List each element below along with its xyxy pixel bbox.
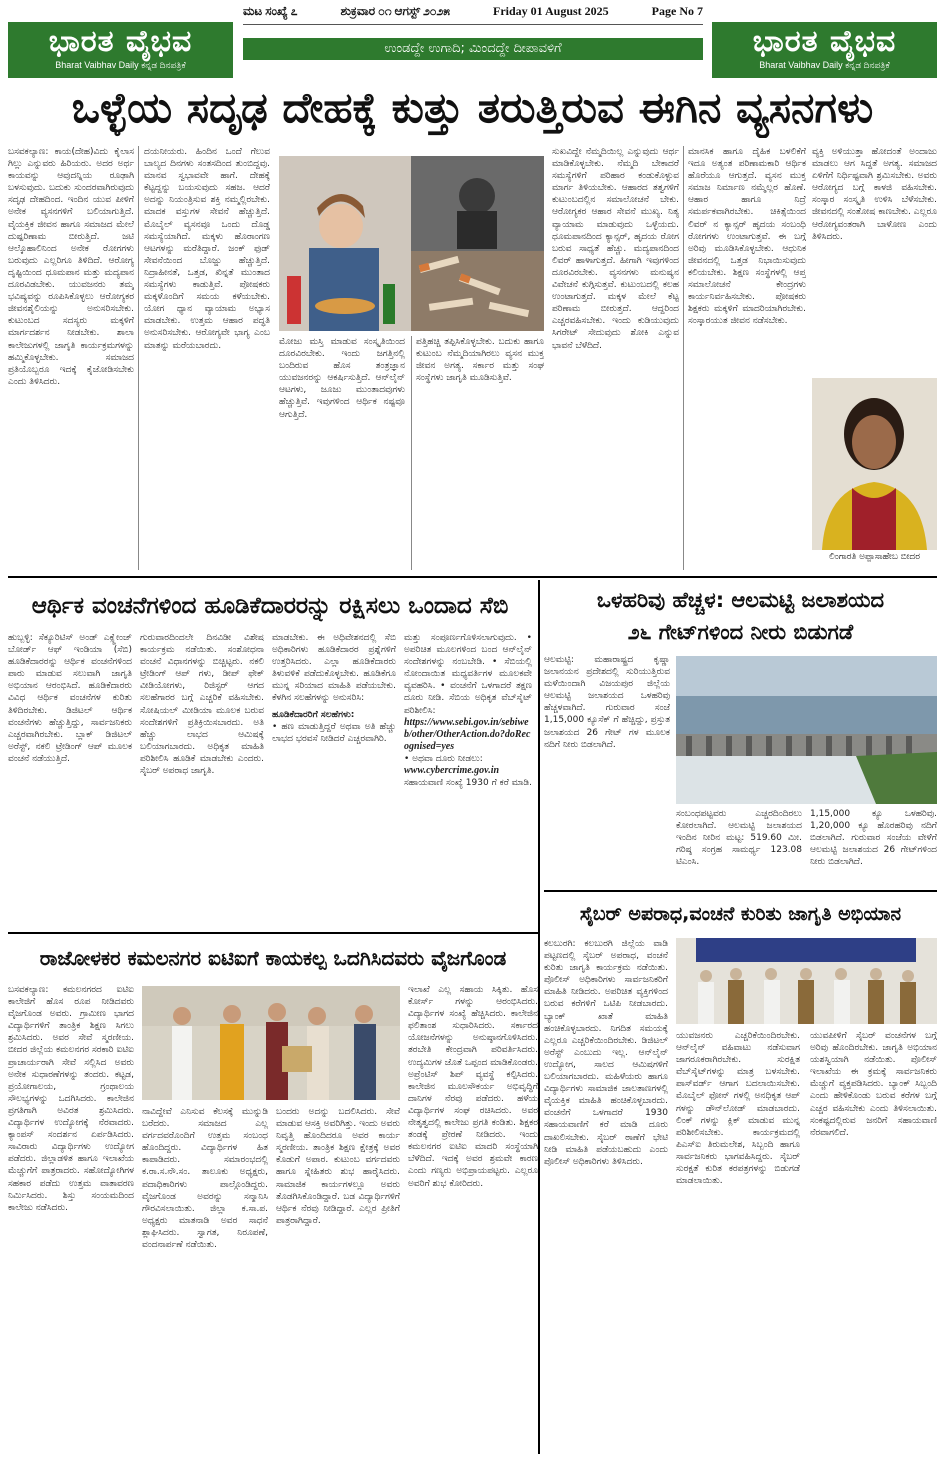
author-portrait-art (812, 378, 937, 550)
sebi-url-link[interactable]: https://www.sebi.gov.in/sebiweb/other/OtherAction.do?doRecognised=yes (404, 716, 531, 752)
motto-banner: ಉಂಡದ್ದೇ ಉಗಾದಿ; ಮಿಂದದ್ದೇ ದೀಪಾವಳಿಗೆ (243, 38, 703, 60)
logo-title: ಭಾರತ ವೈಭವ (48, 24, 193, 59)
sebi-column-4-text-c: ಸಹಾಯವಾಣಿ ಸಂಖ್ಯೆ 1930 ಗೆ ಕರೆ ಮಾಡಿ. (404, 778, 532, 789)
logo-subtitle: Bharat Vaibhav Daily (759, 60, 843, 70)
section-vertical-rule (538, 580, 540, 932)
cyber-headline: ಸೈಬರ್ ಅಪರಾಧ,ವಂಚನೆ ಕುರಿತು ಜಾಗೃತಿ ಅಭಿಯಾನ (579, 903, 902, 925)
dateline (243, 4, 703, 24)
rajoli-column-1: ಬಸವಕಲ್ಯಾಣ: ಕಮಲನಗರದ ಐಟಿಐ ಕಾಲೇಜಿಗೆ ಹೊಸ ರೂಪ ನೀಡಿದವರು ವೈಜಗೊಂಡ ಅವರು. ಗ್ರಾಮೀಣ ಭಾಗದ ವಿದ್ಯಾರ್ಥಿಗಳಿಗೆ ತಾಂತ್ರಿಕ ಶಿಕ್ಷಣ ಸಿಗಲು ಶ್ರಮಿಸಿದರು. ಅವರ ಸೇವೆ ಸ್ಮರಣೀಯ. ಬೀದರ ಜಿಲ್ಲೆಯ ಕಮಲನಗರ ಸರಕಾರಿ ಐಟಿಐ ಪ್ರಾಚಾರ್ಯರಾಗಿ ಸೇವೆ ಸಲ್ಲಿಸಿದ ಅವರು ಅನೇಕ ಸುಧಾರಣೆಗಳನ್ನು ತಂದರು. ಕಟ್ಟಡ, ಪ್ರಯೋಗಾಲಯ, ಗ್ರಂಥಾಲಯ ಸೌಲಭ್ಯಗಳನ್ನು ಒದಗಿಸಿದರು. ಕಾಲೇಜಿನ ಪ್ರಗತಿಗಾಗಿ ಅವಿರತ ಶ್ರಮಿಸಿದರು. ವಿದ್ಯಾರ್ಥಿಗಳ ಉದ್ಯೋಗಕ್ಕೆ ನೆರವಾದರು. ಕ್ಯಾಂಪಸ್ ಸಂದರ್ಶನ ಏರ್ಪಡಿಸಿದರು. ಸಾವಿರಾರು ವಿದ್ಯಾರ್ಥಿಗಳು ಉದ್ಯೋಗ ಪಡೆದರು. ಜಿಲ್ಲಾಡಳಿತ ಹಾಗೂ ಇಲಾಖೆಯ ಮೆಚ್ಚುಗೆಗೆ ಪಾತ್ರರಾದರು. ಸಹೋದ್ಯೋಗಿಗಳ ಸಹಕಾರ ಪಡೆದು ಉತ್ತಮ ವಾತಾವರಣ ನಿರ್ಮಿಸಿದರು. ಶಿಸ್ತು ಸಂಯಮದಿಂದ ಕಾಲೇಜು ನಡೆಸಿದರು. (8, 985, 134, 1213)
sebi-tips-title: ಹೂಡಿಕೆದಾರರಿಗೆ ಸಲಹೆಗಳು: (272, 709, 355, 720)
cybercrime-url-link[interactable]: www.cybercrime.gov.in (404, 765, 500, 777)
dam-column-3: 1,15,000 ಕ್ಯೂ ಒಳಹರಿವು. 1,20,000 ಕ್ಯೂ ಹೊರಹರಿವು ನದಿಗೆ ಬಿಡಲಾಗಿದೆ. ಗುರುವಾರ ಸಂಜೆಯ ವೇಳೆಗೆ ಆಲಮಟ್ಟಿ ಜಲಾಶಯದ 26 ಗೇಟ್‌ಗಳಿಂದ ನೀರು ಬಿಡಲಾಗಿದೆ. (810, 809, 937, 868)
author-photo (812, 378, 937, 550)
section-vertical-rule (538, 932, 540, 1454)
lead-column-4: ಪತ್ತಿಹಚ್ಚಿ ತಪ್ಪಿಸಿಕೊಳ್ಳಬೇಕು. ಬದುಕು ಹಾಗೂ ಕುಟುಂಬ ನೆಮ್ಮದಿಯಾಗಿರಲು ವ್ಯಸನ ಮುಕ್ತ ಜೀವನ ಅಗತ್ಯ. ಸರ್ಕಾರ ಮತ್ತು ಸಂಘ ಸಂಸ್ಥೆಗಳು ಜಾಗೃತಿ ಮೂಡಿಸುತ್ತಿವೆ. (416, 337, 544, 384)
dam-headline-line-1: ಒಳಹರಿವು ಹೆಚ್ಚಳ: ಆಲಮಟ್ಟಿ ಜಲಾಶಯದ (596, 588, 885, 612)
dam-column-2: ಸಂಬಂಧಪಟ್ಟವರು ಎಚ್ಚರದಿಂದಿರಲು ಕೋರಲಾಗಿದೆ. ಆಲಮಟ್ಟಿ ಜಲಾಶಯದ ಇಂದಿನ ನೀರಿನ ಮಟ್ಟ: 519.60 ಮೀ. ಗರಿಷ್ಠ ಸಂಗ್ರಹ ಸಾಮರ್ಥ್ಯ 123.08 ಟಿಎಂಸಿ. (676, 809, 802, 868)
dam-headline-line-2: ೨೬ ಗೇಟ್‌ಗಳಿಂದ ನೀರು ಬಿಡುಗಡೆ (627, 620, 854, 644)
dam-photo-art (676, 656, 937, 804)
sebi-column-4 (404, 632, 532, 928)
section-rule (8, 932, 538, 934)
cyber-photo (676, 938, 937, 1024)
rajoli-photo-art (142, 986, 400, 1100)
rajoli-column-2: ನಾವಿದ್ದೇವೆ ಎನಿಸುವ ಕೆಲಸಕ್ಕೆ ಮುನ್ನುಡಿ ಬರೆದರು. ಸಮಾಜದ ಎಲ್ಲ ವರ್ಗದವರೊಂದಿಗೆ ಉತ್ತಮ ಸಂಬಂಧ ಹೊಂದಿದ್ದರು. ವಿದ್ಯಾರ್ಥಿಗಳ ಹಿತ ಕಾಪಾಡಿದರು. ಸಮಾರಂಭದಲ್ಲಿ ಕ.ರಾ.ಸ.ನೌ.ಸಂ. ತಾಲೂಕು ಅಧ್ಯಕ್ಷರು, ಪದಾಧಿಕಾರಿಗಳು ಪಾಲ್ಗೊಂಡಿದ್ದರು. ವೈಜಗೊಂಡ ಅವರನ್ನು ಸನ್ಮಾನಿಸಿ ಗೌರವಿಸಲಾಯಿತು. ಜಿಲ್ಲಾ ಕ.ಸಾ.ಪ. ಅಧ್ಯಕ್ಷರು ಮಾತನಾಡಿ ಅವರ ಸಾಧನೆ ಶ್ಲಾಘಿಸಿದರು. ಸ್ವಾಗತ, ನಿರೂಪಣೆ, ವಂದನಾರ್ಪಣೆ ನಡೆಯಿತು. (142, 1107, 268, 1251)
cyber-column-1: ಕಲಬುರಗಿ: ಕಲಬುರಗಿ ಜಿಲ್ಲೆಯ ವಾಡಿ ಪಟ್ಟಣದಲ್ಲಿ ಸೈಬರ್ ಅಪರಾಧ, ವಂಚನೆ ಕುರಿತು ಜಾಗೃತಿ ಕಾರ್ಯಕ್ರಮ ನಡೆಯಿತು. ಪೊಲೀಸ್ ಅಧಿಕಾರಿಗಳು ಸಾರ್ವಜನಿಕರಿಗೆ ಮಾಹಿತಿ ನೀಡಿದರು. ಅಪರಿಚಿತ ವ್ಯಕ್ತಿಗಳಿಂದ ಬರುವ ಕರೆಗಳಿಗೆ ಒಟಿಪಿ ನೀಡಬಾರದು. ಬ್ಯಾಂಕ್ ಖಾತೆ ಮಾಹಿತಿ ಹಂಚಿಕೊಳ್ಳಬಾರದು. ನಿಗದಿತ ಸಮಯಕ್ಕೆ ಎಲ್ಲರೂ ಎಚ್ಚರಿಕೆಯಿಂದಿರಬೇಕು. ಡಿಜಿಟಲ್ ಅರೆಸ್ಟ್ ಎಂಬುದು ಇಲ್ಲ. ಆನ್‌ಲೈನ್ ಉದ್ಯೋಗ, ಸಾಲದ ಆಮಿಷಗಳಿಗೆ ಬಲಿಯಾಗಬಾರದು. ಮಹಿಳೆಯರು ಹಾಗೂ ವಿದ್ಯಾರ್ಥಿಗಳು ಸಾಮಾಜಿಕ ಜಾಲತಾಣಗಳಲ್ಲಿ ವೈಯಕ್ತಿಕ ಮಾಹಿತಿ ಹಂಚಿಕೊಳ್ಳಬಾರದು. ವಂಚನೆಗೆ ಒಳಗಾದರೆ 1930 ಸಹಾಯವಾಣಿಗೆ ಕರೆ ಮಾಡಿ ದೂರು ದಾಖಲಿಸಬೇಕು. ಸೈಬರ್ ಠಾಣೆಗೆ ಭೇಟಿ ನೀಡಿ ಮಾಹಿತಿ ಪಡೆಯಬಹುದು ಎಂದು ಪೊಲೀಸ್ ಅಧಿಕಾರಿಗಳು ತಿಳಿಸಿದರು. (544, 939, 668, 1167)
rajoli-photo (142, 986, 400, 1100)
masthead-logo-left (8, 22, 233, 78)
logo-subtitle-kn: ಕನ್ನಡ ದಿನಪತ್ರಿಕೆ (141, 60, 186, 70)
sebi-column-3 (272, 632, 396, 928)
lead-photo-addictions (279, 156, 544, 331)
sebi-column-4-text: ಮತ್ತು ಸಂಪೂರ್ಣಗೊಳಿಸಲಾಗುವುದು. • ಅಪರಿಚಿತ ಮೂಲಗಳಿಂದ ಬಂದ ಆನ್‌ಲೈನ್ ಸಂದೇಶಗಳನ್ನು ನಂಬಬೇಡಿ. • ಸೆಬಿಯಲ್ಲಿ ನೋಂದಾಯಿತ ಮಧ್ಯವರ್ತಿಗಳ ಮೂಲಕವೇ ವ್ಯವಹರಿಸಿ. • ವಂಚನೆಗೆ ಒಳಗಾದರೆ ತಕ್ಷಣ ದೂರು ನೀಡಿ. ಸೆಬಿಯ ಅಧಿಕೃತ ವೆಬ್‌ಸೈಟ್ ಪರಿಶೀಲಿಸಿ: (404, 633, 532, 716)
author-caption: ಲಿಂಗಾರತಿ ಅಪ್ಪಾಸಾಹೇಬ ಬೀದರ (828, 552, 921, 562)
logo-subtitle-kn: ಕನ್ನಡ ದಿನಪತ್ರಿಕೆ (845, 60, 890, 70)
lead-column-2: ದಯನೀಯರು. ಹಿಂದಿನ ಒಂದೆ ಗೆಲುವ ಬಾಲ್ಯದ ದಿನಗಳು ಸಂತಸದಿಂದ ತುಂಬಿದ್ದವು. ಮಾನವ ಸ್ವಭಾವವೇ ಹಾಗೆ. ದೇಹಕ್ಕೆ ಕೆಟ್ಟದ್ದನ್ನು ಬಯಸುವುದು ಸಹಜ. ಆದರೆ ಅದನ್ನು ನಿಯಂತ್ರಿಸುವ ಶಕ್ತಿ ನಮ್ಮಲ್ಲಿರಬೇಕು. ಮಾದಕ ವಸ್ತುಗಳ ಸೇವನೆ ಹೆಚ್ಚುತ್ತಿದೆ. ಮೊಬೈಲ್ ವ್ಯಸನವೂ ಒಂದು ದೊಡ್ಡ ಸಮಸ್ಯೆಯಾಗಿದೆ. ಮಕ್ಕಳು ಹೊರಾಂಗಣ ಆಟಗಳನ್ನು ಮರೆತಿದ್ದಾರೆ. ಜಂಕ್ ಫುಡ್ ಸೇವನೆಯಿಂದ ಬೊಜ್ಜು ಹೆಚ್ಚುತ್ತಿದೆ. ನಿದ್ರಾಹೀನತೆ, ಒತ್ತಡ, ಖಿನ್ನತೆ ಮುಂತಾದ ಸಮಸ್ಯೆಗಳು ಕಾಡುತ್ತಿವೆ. ಪೋಷಕರು ಮಕ್ಕಳೊಂದಿಗೆ ಸಮಯ ಕಳೆಯಬೇಕು. ಯೋಗ ಧ್ಯಾನ ವ್ಯಾಯಾಮ ಅಭ್ಯಾಸ ಮಾಡಬೇಕು. ಉತ್ತಮ ಆಹಾರ ಪದ್ಧತಿ ಅನುಸರಿಸಬೇಕು. ಆರೋಗ್ಯವೇ ಭಾಗ್ಯ ಎಂಬ ಮಾತನ್ನು ಮರೆಯಬಾರದು. (144, 147, 270, 351)
sebi-column-1: ಹುಬ್ಬಳ್ಳಿ: ಸೆಕ್ಯೂರಿಟಿಸ್ ಅಂಡ್ ಎಕ್ಸ್ಚೇಂಜ್ ಬೋರ್ಡ್ ಆಫ್ ಇಂಡಿಯಾ (ಸೆಬಿ) ಹೂಡಿಕೆದಾರರನ್ನು ಆರ್ಥಿಕ ವಂಚನೆಗಳಿಂದ ಪಾರು ಮಾಡುವ ಸಲುವಾಗಿ ಜಾಗೃತಿ ಅಭಿಯಾನ ಆರಂಭಿಸಿದೆ. ಹೂಡಿಕೆದಾರರು ವಿವಿಧ ಆರ್ಥಿಕ ವಂಚನೆಗಳ ಕುರಿತು ತಿಳಿದಿರಬೇಕು. ಡಿಜಿಟಲ್ ಆರ್ಥಿಕ ವಂಚನೆಗಳು ಹೆಚ್ಚುತ್ತಿದ್ದು, ಸಾರ್ವಜನಿಕರು ಎಚ್ಚರವಾಗಿರಬೇಕು. ಬ್ಲಾಕ್ ಡಿಜಿಟಲ್ ಅರೆಸ್ಟ್, ನಕಲಿ ಟ್ರೇಡಿಂಗ್ ಆಪ್ ಮೂಲಕ ವಂಚನೆ ನಡೆಯುತ್ತಿದೆ. (8, 633, 132, 764)
lead-photo-art (279, 156, 544, 331)
lead-column-5: ಸುಖವಿದ್ದೇ ನೆಮ್ಮದಿಯಿಲ್ಲ ಎನ್ನುವುದು ಆರ್ಥ ಮಾಡಿಕೊಳ್ಳಬೇಕು. ನೆಮ್ಮದಿ ಬೇಕಾದರೆ ಸಮಸ್ಯೆಗಳಿಗೆ ಪರಿಹಾರ ಕಂಡುಕೊಳ್ಳುವ ಮಾರ್ಗ ತಿಳಿಯಬೇಕು. ಆಹಾರದ ತತ್ವಗಳಿಗೆ ಕುಟುಂಬದಲ್ಲಿನ ಸಮಾಲೋಚನೆ ಬೇಕು. ಆರೋಗ್ಯಕರ ಆಹಾರ ಸೇವನೆ ಮುಖ್ಯ. ನಿತ್ಯ ವ್ಯಾಯಾಮ ಮಾಡುವುದು ಒಳ್ಳೆಯದು. ಧೂಮಪಾನದಿಂದ ಕ್ಯಾನ್ಸರ್, ಹೃದಯ ರೋಗ ಬರುವ ಸಾಧ್ಯತೆ ಹೆಚ್ಚು. ಮದ್ಯಪಾನದಿಂದ ಲಿವರ್ ಹಾಳಾಗುತ್ತದೆ. ಹೀಗಾಗಿ ಇವುಗಳಿಂದ ದೂರವಿರಬೇಕು. ವ್ಯಸನಗಳು ಮನುಷ್ಯನ ವಿವೇಚನೆ ಕುಗ್ಗಿಸುತ್ತವೆ. ಕುಟುಂಬದಲ್ಲಿ ಕಲಹ ಉಂಟಾಗುತ್ತದೆ. ಮಕ್ಕಳ ಮೇಲೆ ಕೆಟ್ಟ ಪರಿಣಾಮ ಬೀರುತ್ತದೆ. ಆದ್ದರಿಂದ ಎಚ್ಚರವಹಿಸಬೇಕು. ಇಂದು ಕುಡಿಯುವುದು ಸಿಗರೇಟ್ ಸೇದುವುದು ಶೋಕಿ ಎನ್ನುವ ಭಾವನೆ ಬೆಳೆದಿದೆ. (552, 147, 679, 351)
sebi-column-3-text: ಮಾಡಬೇಕು. ಈ ಅಧಿವೇಶನದಲ್ಲಿ ಸೆಬಿ ಅಧಿಕಾರಿಗಳು ಹೂಡಿಕೆದಾರರ ಪ್ರಶ್ನೆಗಳಿಗೆ ಉತ್ತರಿಸಿದರು. ಎಲ್ಲಾ ಹೂಡಿಕೆದಾರರು ತಿಳುವಳಿಕೆ ಪಡೆದುಕೊಳ್ಳಬೇಕು. ಹೂಡಿಕೆಗೂ ಮುನ್ನ ಸರಿಯಾದ ಮಾಹಿತಿ ಪಡೆಯಬೇಕು. ಕೆಳಗಿನ ಸಲಹೆಗಳನ್ನು ಅನುಸರಿಸಿ: (272, 633, 396, 704)
issue-number: ಮಟ ಸಂಖ್ಯೆ ೭ (243, 4, 298, 18)
lead-column-3: ಮೋಜು ಮಸ್ತಿ ಮಾಡುವ ಸಂಸ್ಕೃತಿಯಿಂದ ದೂರವಿರಬೇಕು. ಇಂದು ಜಗತ್ತಿನಲ್ಲಿ ಬಂದಿರುವ ಹೊಸ ತಂತ್ರಜ್ಞಾನ ಯುವಜನರನ್ನು ಆಕರ್ಷಿಸುತ್ತಿದೆ. ಆನ್‌ಲೈನ್ ಆಟಗಳು, ಜೂಜು ಮುಂತಾದವುಗಳು ಹೆಚ್ಚುತ್ತಿವೆ. ಇವುಗಳಿಂದ ಆರ್ಥಿಕ ನಷ್ಟವೂ ಆಗುತ್ತಿದೆ. (279, 337, 405, 420)
sebi-column-2: ಗುರುವಾರದಿಂದಲೇ ದಿನವಿಡೀ ವಿಶೇಷ ಕಾರ್ಯಕ್ರಮ ನಡೆಯಿತು. ಸಂಶೋಧನಾ ವಂಚನೆ ವಿಧಾನಗಳನ್ನು ಬಿಚ್ಚಿಟ್ಟರು. ನಕಲಿ ಟ್ರೇಡಿಂಗ್ ಆಪ್ ಗಳು, ಡೀಪ್ ಫೇಕ್ ವೀಡಿಯೋಗಳು, ರಿಜಿಸ್ಟರ್ ಆಗದ ಸಲಹೆಗಾರರ ಬಗ್ಗೆ ಎಚ್ಚರಿಕೆ ವಹಿಸಬೇಕು. ಸೋಷಿಯಲ್ ಮೀಡಿಯಾ ಮೂಲಕ ಬರುವ ಸಂದೇಶಗಳಿಗೆ ಪ್ರತಿಕ್ರಿಯಿಸಬಾರದು. ಅತಿ ಹೆಚ್ಚು ಲಾಭದ ಆಮಿಷಕ್ಕೆ ಬಲಿಯಾಗಬಾರದು. ಅಧಿಕೃತ ಮಾಹಿತಿ ಪರಿಶೀಲಿಸಿ ಹೂಡಿಕೆ ಮಾಡಬೇಕು ಎಂದರು. ಸೈಬರ್ ಅಪರಾಧ ಜಾಗೃತಿ. (140, 633, 264, 777)
lead-column-1: ಬಸವಕಲ್ಯಾಣ: ಕಾಯ(ದೇಹ)ವಿದು ಕೈಲಾಸ ಗಿಲ್ಲು ಎನ್ನುವರು ಹಿರಿಯರು. ಅದರ ಅರ್ಥ ಕಾಯವನ್ನು ಆವುದನ್ನಿಯ ರೂಢಾಗಿ ಬಳಸುವುದು. ಬದುಕು ಸುಂದರವಾಗಿರುವುದು ಸದೃಢ ದೇಹದಿಂದ. ಇಂದಿನ ಯುವ ಪೀಳಿಗೆ ಅನೇಕ ವ್ಯಸನಗಳಿಗೆ ಬಲಿಯಾಗುತ್ತಿದೆ. ವೈಯಕ್ತಿಕ ಜೀವನ ಹಾಗೂ ಸಮಾಜದ ಮೇಲೆ ದುಷ್ಪರಿಣಾಮ ಬೀರುತ್ತಿದೆ. ಜಟಿ ಆಲ್ಕೊಹಾಲಿನಿಂದ ಅನೇಕ ರೋಗಗಳು ಬರುವುದು ಎಲ್ಲರಿಗೂ ತಿಳಿದಿದೆ. ಆರೋಗ್ಯ ದೃಷ್ಟಿಯಿಂದ ಧೂಮಪಾನ ಮತ್ತು ಮದ್ಯಪಾನ ದೂರವಿಡಬೇಕು. ಯುವಜನರು ತಮ್ಮ ಭವಿಷ್ಯವನ್ನು ರೂಪಿಸಿಕೊಳ್ಳಲು ಆರೋಗ್ಯಕರ ಜೀವನಶೈಲಿಯನ್ನು ಅನುಸರಿಸಬೇಕು. ಕುಟುಂಬದ ಸದಸ್ಯರು ಮಕ್ಕಳಿಗೆ ಮಾರ್ಗದರ್ಶನ ನೀಡಬೇಕು. ಶಾಲಾ ಕಾಲೇಜುಗಳಲ್ಲಿ ಜಾಗೃತಿ ಕಾರ್ಯಕ್ರಮಗಳನ್ನು ಹಮ್ಮಿಕೊಳ್ಳಬೇಕು. ಸಮಾಜದ ಪ್ರತಿಯೊಬ್ಬರೂ ಇದಕ್ಕೆ ಕೈಜೋಡಿಸಬೇಕು ಎಂದು ತಿಳಿಸಿದರು. (8, 147, 134, 387)
cyber-photo-art (676, 938, 937, 1024)
rajoli-column-3: ಬಂದರು ಅದನ್ನು ಬದಲಿಸಿದರು. ಸೇವೆ ಮಾಡುವ ಆಸಕ್ತಿ ಅವರಿಗಿತ್ತು. ಇಂದು ಅವರು ನಿವೃತ್ತಿ ಹೊಂದಿದರೂ ಅವರ ಕಾರ್ಯ ಸ್ಮರಣೀಯ. ತಾಂತ್ರಿಕ ಶಿಕ್ಷಣ ಕ್ಷೇತ್ರಕ್ಕೆ ಅವರ ಕೊಡುಗೆ ಅಪಾರ. ಕುಟುಂಬ ವರ್ಗದವರು ಹಾಗೂ ಸ್ನೇಹಿತರು ಶುಭ ಹಾರೈಸಿದರು. ಸಾಮಾಜಿಕ ಕಾರ್ಯಗಳಲ್ಲೂ ಅವರು ತೊಡಗಿಸಿಕೊಂಡಿದ್ದಾರೆ. ಬಡ ವಿದ್ಯಾರ್ಥಿಗಳಿಗೆ ಆರ್ಥಿಕ ನೆರವು ನೀಡಿದ್ದಾರೆ. ಎಲ್ಲರ ಪ್ರೀತಿಗೆ ಪಾತ್ರರಾಗಿದ್ದಾರೆ. (276, 1107, 400, 1226)
rajoli-column-4: ಇಲಾಖೆ ಎಲ್ಲ ಸಹಾಯ ಸಿಕ್ಕಿತು. ಹೊಸ ಕೋರ್ಸ್ ಗಳನ್ನು ಆರಂಭಿಸಿದರು. ವಿದ್ಯಾರ್ಥಿಗಳ ಸಂಖ್ಯೆ ಹೆಚ್ಚಿಸಿದರು. ಕಾಲೇಜಿನ ಫಲಿತಾಂಶ ಸುಧಾರಿಸಿದರು. ಸರ್ಕಾರದ ಯೋಜನೆಗಳನ್ನು ಅನುಷ್ಠಾನಗೊಳಿಸಿದರು. ತರಬೇತಿ ಕೇಂದ್ರವಾಗಿ ಪರಿವರ್ತಿಸಿದರು. ಉದ್ಯಮಿಗಳ ಜೊತೆ ಒಪ್ಪಂದ ಮಾಡಿಕೊಂಡರು. ಅಪ್ರೆಂಟಿಸ್ ಶಿಪ್ ವ್ಯವಸ್ಥೆ ಕಲ್ಪಿಸಿದರು. ಕಾಲೇಜಿನ ಮೂಲಸೌಕರ್ಯ ಅಭಿವೃದ್ಧಿಗೆ ದಾನಿಗಳ ನೆರವು ಪಡೆದರು. ಹಳೆಯ ವಿದ್ಯಾರ್ಥಿಗಳ ಸಂಘ ರಚಿಸಿದರು. ಅವರ ನೇತೃತ್ವದಲ್ಲಿ ಕಾಲೇಜು ಪ್ರಗತಿ ಕಂಡಿತು. ಶಿಕ್ಷಕರ ತಂಡಕ್ಕೆ ಪ್ರೇರಣೆ ನೀಡಿದರು. ಇಂದು ಕಮಲನಗರ ಐಟಿಐ ಮಾದರಿ ಸಂಸ್ಥೆಯಾಗಿ ಬೆಳೆದಿದೆ. ಇದಕ್ಕೆ ಅವರ ಶ್ರಮವೇ ಕಾರಣ ಎಂದು ಗಣ್ಯರು ಅಭಿಪ್ರಾಯಪಟ್ಟರು. ಎಲ್ಲರೂ ಅವರಿಗೆ ಶುಭ ಕೋರಿದರು. (408, 985, 538, 1189)
section-rule (544, 890, 937, 892)
sebi-column-4-text-b: • ಅಥವಾ ದೂರು ನೀಡಲು: (404, 753, 483, 764)
lead-headline: ಒಳ್ಳೆಯ ಸದೃಢ ದೇಹಕ್ಕೆ ಕುತ್ತು ತರುತ್ತಿರುವ ಈಗಿನ ವ್ಯಸನಗಳು (71, 83, 874, 132)
column-divider (138, 146, 139, 570)
logo-title: ಭಾರತ ವೈಭವ (752, 24, 897, 59)
logo-subtitle: Bharat Vaibhav Daily (55, 60, 139, 70)
dam-photo (676, 656, 937, 804)
lead-column-7: ವ್ಯಕ್ತಿ ಅಳಿಯುತ್ತಾ ಹೋದಂತೆ ಅಂದಾಜು ಮಾಡಲು ಆಗ ಸಿದ್ದತೆ ಅಗತ್ಯ. ಸಮಾಜದ ಏಳಿಗೆಗೆ ನಿರ್ಧಿಷ್ಟವಾಗಿ ಶ್ರಮಿಸಬೇಕು. ಅವರು ಆರೋಗ್ಯದ ಬಗ್ಗೆ ಕಾಳಜಿ ವಹಿಸಬೇಕು. ಸಂಸ್ಕಾರ ಸಂಸ್ಕೃತಿ ಉಳಿಸಿ ಬೆಳೆಸಬೇಕು. ಜೀವನದಲ್ಲಿ ಸಂತೋಷ ಕಾಣಬೇಕು. ಎಲ್ಲರೂ ಆರೋಗ್ಯವಂತರಾಗಿ ಬಾಳೋಣ ಎಂದು ತಿಳಿಸಿದರು. (812, 147, 937, 242)
dam-column-1: ಆಲಮಟ್ಟಿ: ಮಹಾರಾಷ್ಟ್ರದ ಕೃಷ್ಣಾ ಜಲಾನಯನ ಪ್ರದೇಶದಲ್ಲಿ ಸುರಿಯುತ್ತಿರುವ ಮಳೆಯಿಂದಾಗಿ ವಿಜಯಪುರ ಜಿಲ್ಲೆಯ ಆಲಮಟ್ಟಿ ಜಲಾಶಯದ ಒಳಹರಿವು ಹೆಚ್ಚಳವಾಗಿದೆ. ಗುರುವಾರ ಸಂಜೆ 1,15,000 ಕ್ಯೂಸೆಕ್ ಗೆ ಹೆಚ್ಚಿದ್ದು, ಪ್ರಸ್ತುತ ಜಲಾಶಯದ 26 ಗೇಟ್ ಗಳ ಮೂಲಕ ನದಿಗೆ ನೀರು ಬಿಡಲಾಗಿದೆ. (544, 655, 670, 750)
date-english: Friday 01 August 2025 (492, 4, 609, 18)
column-divider (683, 146, 684, 570)
column-divider (411, 336, 412, 570)
lead-column-6: ಮಾನಸಿಕ ಹಾಗೂ ದೈಹಿಕ ಬಳಲಿಕೆಗೆ ಇದೂ ಅತ್ಯಂತ ಪರಿಣಾಮಕಾರಿ ಆರ್ಥಿಕ ಹೊರೆಯೂ ಆಗುತ್ತದೆ. ವ್ಯಸನ ಮುಕ್ತ ಸಮಾಜ ನಿರ್ಮಾಣ ನಮ್ಮೆಲ್ಲರ ಹೊಣೆ. ಆಹಾರ ಹಾಗೂ ನಿದ್ರೆ ಸಮರ್ಪಕವಾಗಿರಬೇಕು. ಚಿಕಿತ್ಸೆಯಿಂದ ಲಿವರ್ ನ ಕ್ಯಾನ್ಸರ್ ಹೃದಯ ಸಂಬಂಧಿ ರೋಗಗಳು ಉಂಟಾಗುತ್ತವೆ. ಈ ಬಗ್ಗೆ ಅರಿವು ಮೂಡಿಸಿಕೊಳ್ಳಬೇಕು. ಆಧುನಿಕ ಜೀವನದಲ್ಲಿ ಒತ್ತಡ ನಿಭಾಯಿಸುವುದು ಕಲಿಯಬೇಕು. ಶಿಕ್ಷಣ ಸಂಸ್ಥೆಗಳಲ್ಲಿ ಆಪ್ತ ಸಮಾಲೋಚನೆ ಕೇಂದ್ರಗಳು ಕಾರ್ಯನಿರ್ವಹಿಸಬೇಕು. ಪೋಷಕರು ಶಿಕ್ಷಕರು ಮಕ್ಕಳಿಗೆ ಮಾದರಿಯಾಗಿರಬೇಕು. ಸಂಸ್ಕಾರಯುತ ಜೀವನ ನಡೆಸಬೇಕು. (688, 147, 806, 327)
page-number: Page No 7 (651, 4, 703, 18)
masthead-logo-right (712, 22, 937, 78)
sebi-tip: • ಹಣ ಮಾಡುತ್ತಿದ್ದರೆ ಅಥವಾ ಅತಿ ಹೆಚ್ಚು ಲಾಭದ ಭರವಸೆ ನೀಡಿದರೆ ಎಚ್ಚರವಾಗಿರಿ. (272, 721, 396, 744)
sebi-headline: ಆರ್ಥಿಕ ವಂಚನೆಗಳಿಂದ ಹೂಡಿಕೆದಾರರನ್ನು ರಕ್ಷಿಸಲು ಒಂದಾದ ಸೆಬಿ (31, 593, 509, 619)
dateline-rule (243, 24, 703, 25)
rajoli-headline: ರಾಜೋಳಕರ ಕಮಲನಗರ ಐಟಿಐಗೆ ಕಾಯಕಲ್ಪ ಒದಗಿಸಿದವರು ವೈಜಗೊಂಡ (39, 946, 507, 970)
date-kannada: ಶುಕ್ರವಾರ ೦೧ ಆಗಸ್ಟ್ ೨೦೨೫ (340, 4, 450, 18)
cyber-column-3: ಯುವಪೀಳಿಗೆ ಸೈಬರ್ ವಂಚನೆಗಳ ಬಗ್ಗೆ ಅರಿವು ಹೊಂದಿರಬೇಕು. ಜಾಗೃತಿ ಅಭಿಯಾನ ಯಶಸ್ವಿಯಾಗಿ ನಡೆಯಿತು. ಪೊಲೀಸ್ ಇಲಾಖೆಯ ಈ ಕ್ರಮಕ್ಕೆ ಸಾರ್ವಜನಿಕರು ಮೆಚ್ಚುಗೆ ವ್ಯಕ್ತಪಡಿಸಿದರು. ಬ್ಯಾಂಕ್ ಸಿಬ್ಬಂದಿ ಎಂದು ಹೇಳಿಕೊಂಡು ಬರುವ ಕರೆಗಳ ಬಗ್ಗೆ ಎಚ್ಚರ ವಹಿಸಬೇಕು ಎಂದು ತಿಳಿಸಲಾಯಿತು. ಸಂಕಷ್ಟದಲ್ಲಿರುವ ಜನರಿಗೆ ಸಹಾಯವಾಣಿ ನೆರವಾಗಲಿದೆ. (810, 1031, 937, 1138)
section-rule (8, 576, 937, 578)
cyber-column-2: ಯುವಜನರು ಎಚ್ಚರಿಕೆಯಿಂದಿರಬೇಕು. ಆನ್‌ಲೈನ್ ವಹಿವಾಟು ನಡೆಸುವಾಗ ಜಾಗರೂಕರಾಗಿರಬೇಕು. ಸುರಕ್ಷಿತ ವೆಬ್‌ಸೈಟ್‌ಗಳನ್ನು ಮಾತ್ರ ಬಳಸಬೇಕು. ಪಾಸ್‌ವರ್ಡ್ ಆಗಾಗ ಬದಲಾಯಿಸಬೇಕು. ಮೊಬೈಲ್ ಫೋನ್ ಗಳಲ್ಲಿ ಅನಧಿಕೃತ ಆಪ್ ಗಳನ್ನು ಡೌನ್‌ಲೋಡ್ ಮಾಡಬಾರದು. ಲಿಂಕ್ ಗಳನ್ನು ಕ್ಲಿಕ್ ಮಾಡುವ ಮುನ್ನ ಪರಿಶೀಲಿಸಬೇಕು. ಕಾರ್ಯಕ್ರಮದಲ್ಲಿ ಪಿಎಸ್ಐ ತಿರುಮಲೇಶ, ಸಿಬ್ಬಂದಿ ಹಾಗೂ ಸಾರ್ವಜನಿಕರು ಭಾಗವಹಿಸಿದ್ದರು. ಸೈಬರ್ ಸುರಕ್ಷತೆ ಕುರಿತ ಕರಪತ್ರಗಳನ್ನು ಬಿಡುಗಡೆ ಮಾಡಲಾಯಿತು. (676, 1031, 800, 1187)
